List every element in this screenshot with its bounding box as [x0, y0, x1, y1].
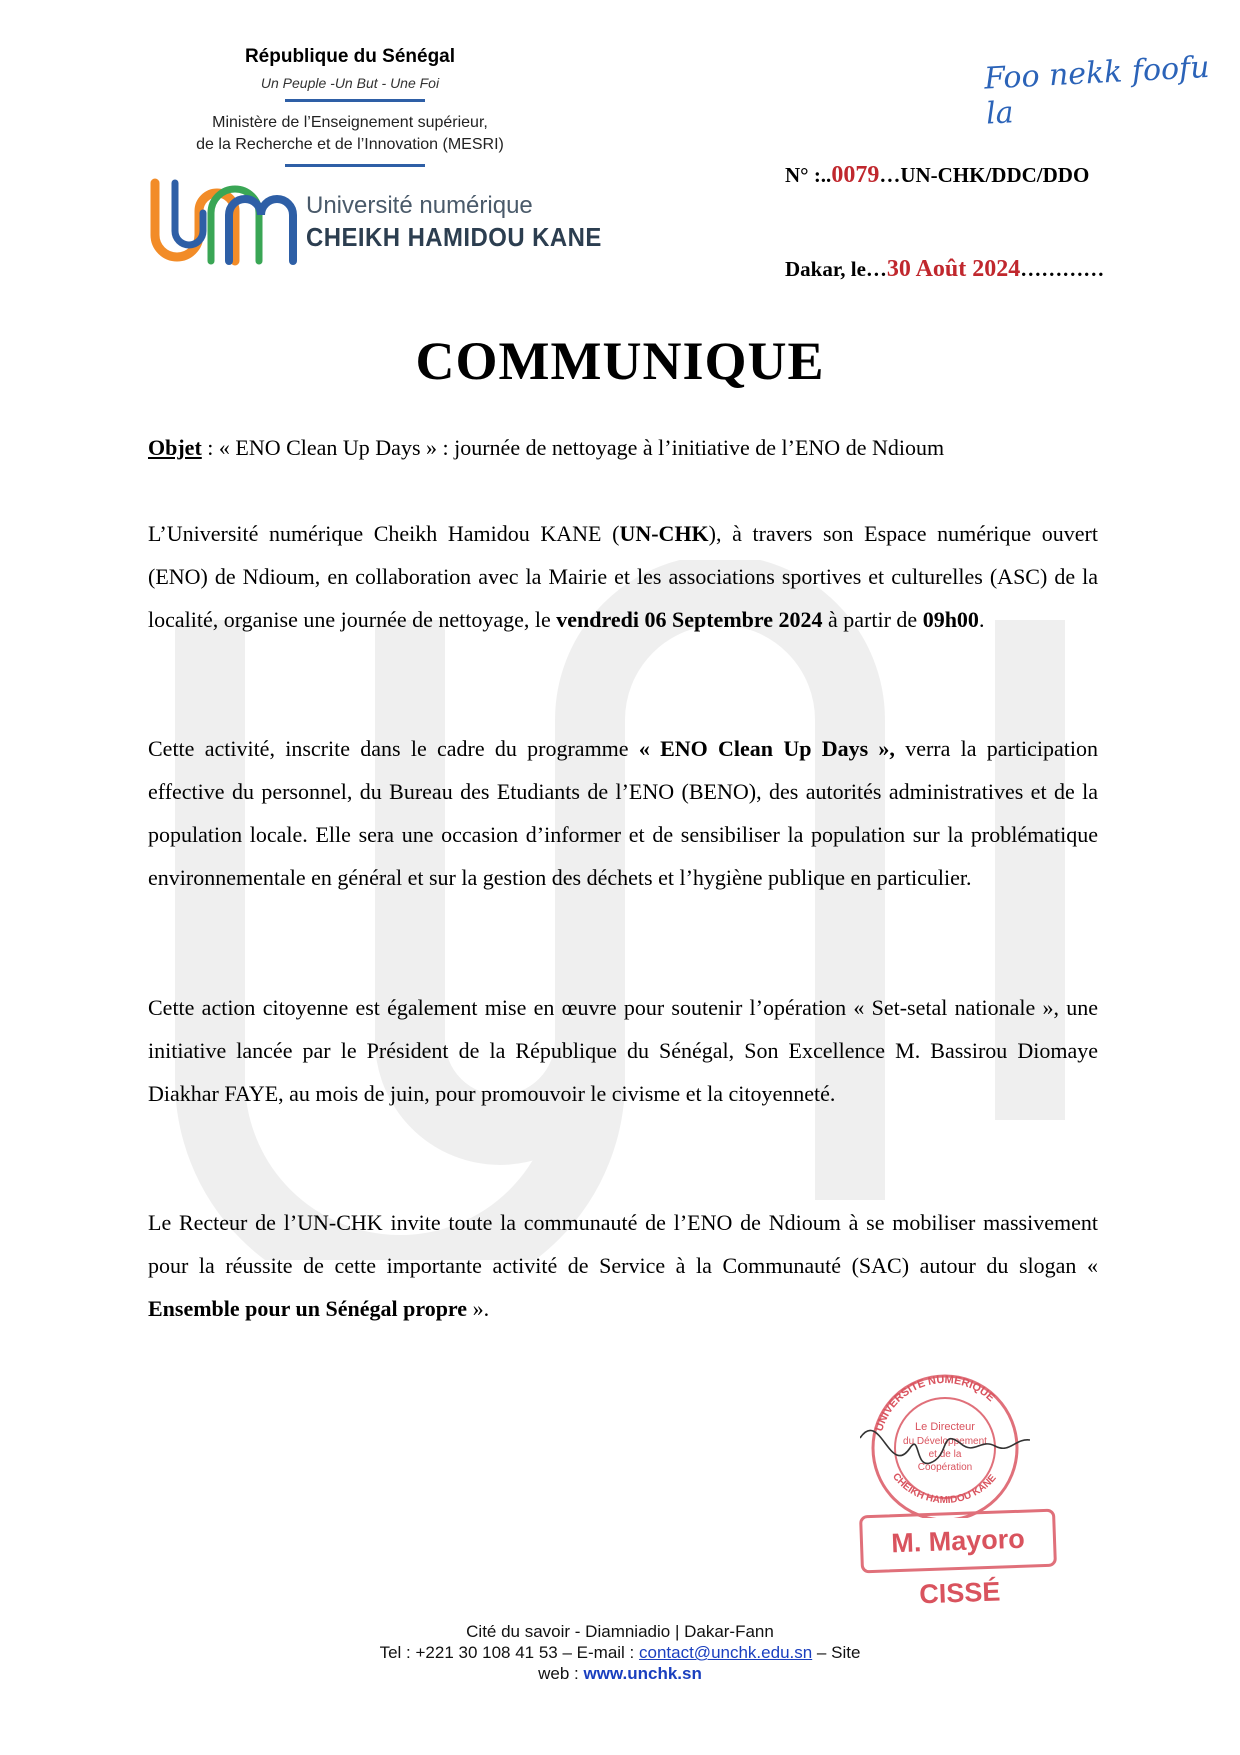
website-link[interactable]: www.unchk.sn [583, 1664, 702, 1683]
svg-text:CHEIKH HAMIDOU KANE: CHEIKH HAMIDOU KANE [890, 1471, 999, 1507]
paragraph-1: L’Université numérique Cheikh Hamidou KANE (UN-CHK), à travers son Espace numérique ouvert (ENO) de Ndioum, en collaboration avec la Mairie et les associations sportives et culturelles (ASC) de la localité, organise une journée de nettoyage, le vendredi 06 Septembre 2024 à partir de 09h00. [148, 521, 1098, 632]
footer [0, 1621, 1240, 1684]
republic-title: République du Sénégal [244, 46, 456, 67]
paragraph-3: Cette action citoyenne est également mise en œuvre pour soutenir l’opération « Set-setal nationale », une initiative lancée par le Président de la République du Sénégal, Son Excellence M. Bassirou Diomaye Diakhar FAYE, au mois de juin, pour promouvoir le civisme et la citoyenneté. [148, 995, 1098, 1106]
divider [285, 164, 425, 167]
footer-address: Cité du savoir - Diamniadio | Dakar-Fann [466, 1622, 774, 1641]
svg-text:Le Directeur: Le Directeur [915, 1421, 975, 1433]
ministry-name: Ministère de l’Enseignement supérieur, de la Recherche et de l’Innovation (MESRI) [196, 114, 504, 153]
reference-number: N° :..0079…UN-CHK/DDC/DDO [785, 162, 1090, 188]
university-name-line2: CHEIKH HAMIDOU KANE [306, 222, 602, 252]
svg-text:et de la: et de la [928, 1449, 962, 1460]
official-stamp [860, 1368, 1030, 1518]
divider [285, 99, 425, 102]
university-name-line1: Université numérique [306, 192, 533, 219]
signatory-name: M. Mayoro CISSÉ [859, 1509, 1057, 1574]
subject-label: Objet [148, 435, 202, 460]
footer-web: web : www.unchk.sn [538, 1664, 702, 1683]
paragraph-2: Cette activité, inscrite dans le cadre du programme « ENO Clean Up Days », verra la participation effective du personnel, du Bureau des Etudiants de l’ENO (BENO), des autorités administratives et de la population locale. Elle sera une occasion d’informer et de sensibiliser la population sur la problématique environnementale en général et sur la gestion des déchets et l’hygiène publique en particulier. [148, 736, 1098, 890]
paragraph-4: Le Recteur de l’UN-CHK invite toute la communauté de l’ENO de Ndioum à se mobiliser massivement pour la réussite de cette importante activité de Service à la Communauté (SAC) autour du slogan « Ensemble pour un Sénégal propre ». [148, 1210, 1098, 1321]
document-date: Dakar, le…30 Août 2024………… [785, 256, 1105, 282]
svg-text:du Développement: du Développement [903, 1436, 987, 1447]
national-motto: Un Peuple -Un But - Une Foi [260, 75, 440, 91]
svg-text:UNIVERSITE NUMERIQUE: UNIVERSITE NUMERIQUE [873, 1373, 997, 1433]
subject-line: Objet : « ENO Clean Up Days » : journée de nettoyage à l’initiative de l’ENO de Ndioum [148, 435, 945, 460]
slogan: Foo nekk foofu la [983, 49, 1211, 132]
page-title: COMMUNIQUE [415, 331, 825, 391]
email-link[interactable]: contact@unchk.edu.sn [639, 1643, 813, 1662]
footer-contact: Tel : +221 30 108 41 53 – E-mail : contact@unchk.edu.sn – Site [379, 1643, 861, 1662]
watermark-logo [150, 560, 1090, 1260]
svg-text:Coopération: Coopération [917, 1462, 973, 1473]
unchk-logo-icon [145, 173, 305, 273]
